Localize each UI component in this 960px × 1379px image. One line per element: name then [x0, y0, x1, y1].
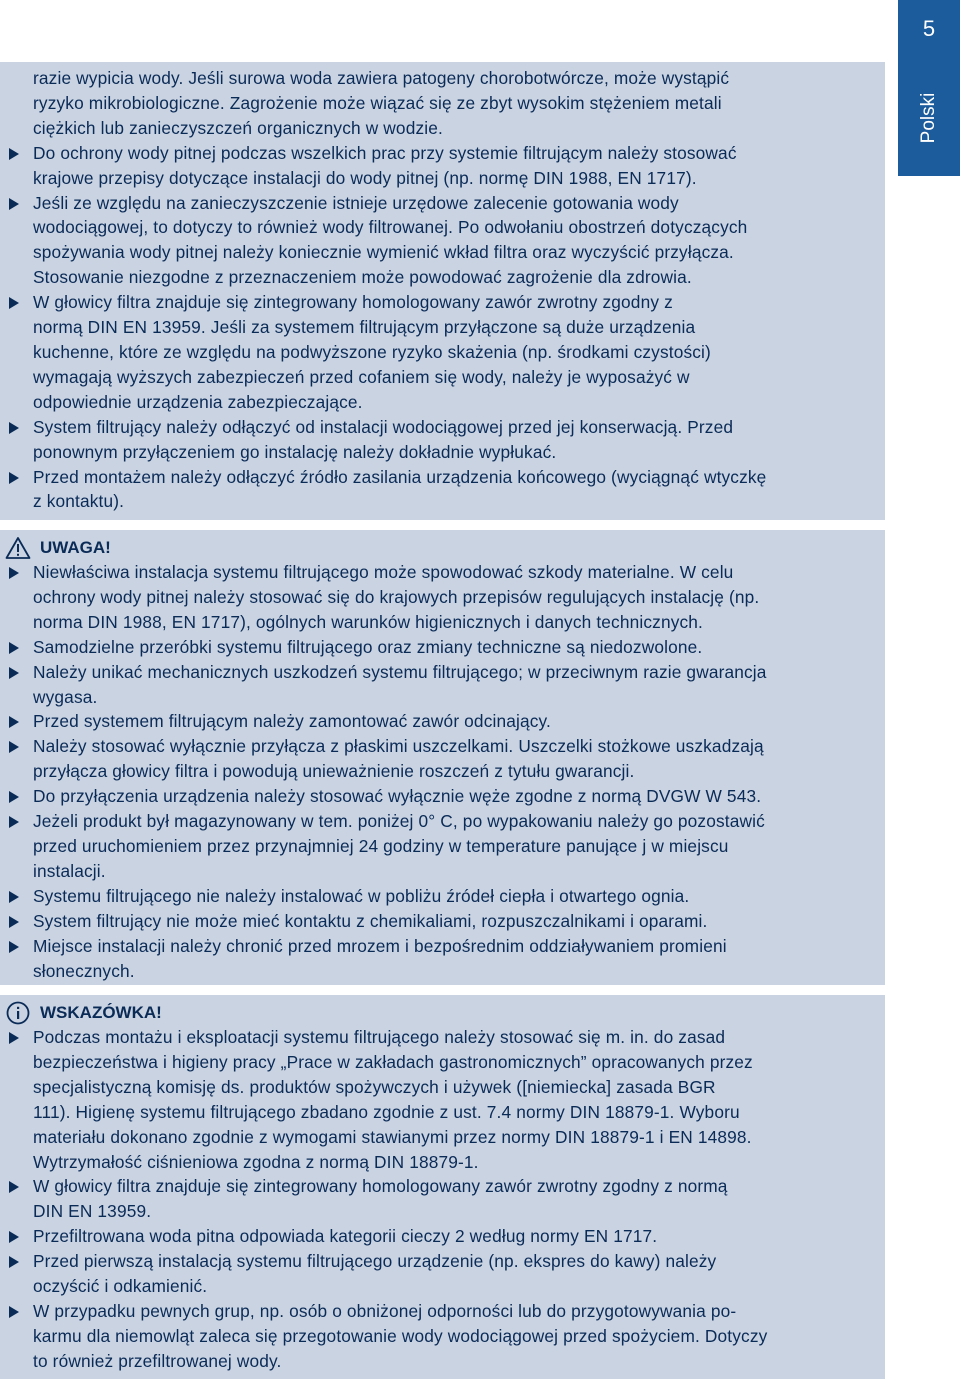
- bullet-item: [33, 1299, 871, 1324]
- text-line: [33, 1349, 871, 1374]
- bullet-arrow-icon: [9, 422, 19, 434]
- text-line: [33, 1075, 871, 1100]
- caution-heading-text: UWAGA!: [40, 538, 111, 557]
- line-text: Miejsce instalacji należy chronić przed mrozem i bezpośrednim oddziaływaniem promieni: [33, 935, 727, 956]
- line-text: materiału dokonano zgodnie z wymogami stawianymi przez normy DIN 18879-1 i EN 14898.: [33, 1126, 752, 1147]
- line-text: Stosowanie niezgodne z przeznaczeniem może powodować zagrożenie dla zdrowia.: [33, 267, 692, 288]
- line-text: bezpieczeństwa i higieny pracy „Prace w zakładach gastronomicznych” opracowanych przez: [33, 1051, 753, 1072]
- bullet-arrow-icon: [9, 1231, 19, 1243]
- text-line: [33, 91, 871, 116]
- line-text: Samodzielne przeróbki systemu filtrującego oraz zmiany techniczne są niedozwolone.: [33, 636, 703, 657]
- line-text: ciężkich lub zanieczyszczeń organicznych w wodzie.: [33, 117, 443, 138]
- text-line: [33, 265, 871, 290]
- text-line: [33, 489, 871, 514]
- note-panel: [0, 995, 885, 1379]
- line-text: Jeśli ze względu na zanieczyszczenie istnieje urzędowe zalecenie gotowania wody: [33, 192, 679, 213]
- text-line: [33, 859, 871, 884]
- text-line: [33, 365, 871, 390]
- text-line: [33, 1324, 871, 1349]
- bullet-item: [33, 884, 871, 909]
- line-text: normą DIN EN 13959. Jeśli za systemem filtrującym przyłączone są duże urządzenia: [33, 317, 696, 338]
- bullet-item: [33, 934, 871, 959]
- line-text: instalacji.: [33, 860, 106, 881]
- bullet-item: [33, 734, 871, 759]
- bullet-item: [33, 1025, 871, 1050]
- bullet-item: [33, 709, 871, 734]
- line-text: to również przefiltrowanej wody.: [33, 1350, 282, 1371]
- line-text: 111). Higienę systemu filtrującego zbadano zgodnie z ust. 7.4 normy DIN 18879-1. Wyboru: [33, 1101, 740, 1122]
- line-text: wodociągowej, to dotyczy to również wody filtrowanej. Po odwołaniu obostrzeń dotyczących: [33, 217, 748, 238]
- bullet-arrow-icon: [9, 148, 19, 160]
- bullet-arrow-icon: [9, 716, 19, 728]
- line-text: Podczas montażu i eksploatacji systemu filtrującego należy stosować się m. in. do zasad: [33, 1027, 726, 1047]
- bullet-item: [33, 1174, 871, 1199]
- caution-panel: [0, 530, 885, 985]
- text-line: [33, 240, 871, 265]
- bullet-item: [33, 660, 871, 685]
- text-line: [33, 315, 871, 340]
- note-heading: [5, 1000, 871, 1025]
- bullet-arrow-icon: [9, 791, 19, 803]
- bullet-item: [33, 465, 871, 490]
- line-text: krajowe przepisy dotyczące instalacji do wody pitnej (np. normę DIN 1988, EN 1717).: [33, 167, 697, 188]
- language-label: Polski: [918, 92, 939, 144]
- bullet-arrow-icon: [9, 567, 19, 579]
- line-text: W głowicy filtra znajduje się zintegrowany homologowany zawór zwrotny zgodny z normą: [33, 1176, 728, 1197]
- bullet-arrow-icon: [9, 891, 19, 903]
- caution-lines: [33, 560, 871, 983]
- bullet-item: [33, 141, 871, 166]
- safety-info-lines: [33, 66, 871, 514]
- line-text: wymagają wyższych zabezpieczeń przed cofaniem się wody, należy je wyposażyć w: [33, 366, 690, 387]
- bullet-arrow-icon: [9, 1256, 19, 1268]
- bullet-arrow-icon: [9, 916, 19, 928]
- line-text: Niewłaściwa instalacja systemu filtrującego może spowodować szkody materialne. W celu: [33, 562, 734, 582]
- text-line: [33, 610, 871, 635]
- text-line: [33, 759, 871, 784]
- bullet-arrow-icon: [9, 642, 19, 654]
- line-text: karmu dla niemowląt zaleca się przegotowanie wody wodociągowej przed spożyciem. Dotyczy: [33, 1325, 768, 1346]
- line-text: kuchenne, które ze względu na podwyższone ryzyko skażenia (np. środkami czystości): [33, 341, 711, 362]
- bullet-arrow-icon: [9, 198, 19, 210]
- line-text: norma DIN 1988, EN 1717), ogólnych warunków higienicznych i danych technicznych.: [33, 611, 703, 632]
- bullet-item: [33, 1249, 871, 1274]
- bullet-arrow-icon: [9, 941, 19, 953]
- line-text: Przefiltrowana woda pitna odpowiada kategorii cieczy 2 według normy EN 1717.: [33, 1226, 658, 1247]
- text-line: [33, 116, 871, 141]
- text-line: [33, 340, 871, 365]
- warning-triangle-icon: [5, 536, 31, 560]
- bullet-item: [33, 784, 871, 809]
- note-heading-text: WSKAZÓWKA!: [40, 1003, 162, 1022]
- line-text: W przypadku pewnych grup, np. osób o obniżonej odporności lub do przygotowywania po-: [33, 1300, 737, 1321]
- line-text: Systemu filtrującego nie należy instalować w pobliżu źródeł ciepła i otwartego ognia.: [33, 885, 690, 906]
- bullet-item: [33, 635, 871, 660]
- line-text: specjalistyczną komisję ds. produktów spożywczych i używek ([niemiecka] zasada BGR: [33, 1076, 716, 1097]
- text-line: [33, 1100, 871, 1125]
- line-text: Wytrzymałość ciśnieniowa zgodna z normą DIN 18879-1.: [33, 1151, 479, 1172]
- text-line: [33, 1199, 871, 1224]
- page-number: 5: [922, 16, 936, 41]
- bullet-item: [33, 290, 871, 315]
- line-text: Przed pierwszą instalacją systemu filtrującego urządzenie (np. ekspres do kawy) należy: [33, 1251, 717, 1272]
- text-line: [33, 1125, 871, 1150]
- line-text: słonecznych.: [33, 960, 135, 981]
- bullet-arrow-icon: [9, 741, 19, 753]
- line-text: Należy unikać mechanicznych uszkodzeń systemu filtrującego; w przeciwnym razie gwarancja: [33, 661, 767, 682]
- bullet-item: [33, 909, 871, 934]
- line-text: Do ochrony wody pitnej podczas wszelkich prac przy systemie filtrującym należy stosować: [33, 142, 737, 163]
- note-lines: [33, 1025, 871, 1374]
- line-text: Przed montażem należy odłączyć źródło zasilania urządzenia końcowego (wyciągnąć wtyczkę: [33, 466, 767, 487]
- bullet-arrow-icon: [9, 1306, 19, 1318]
- bullet-item: [33, 560, 871, 585]
- line-text: ponownym przyłączeniem go instalację należy dokładnie wypłukać.: [33, 441, 557, 462]
- line-text: przyłącza głowicy filtra i powodują unieważnienie roszczeń z tytułu gwarancji.: [33, 761, 635, 782]
- bullet-item: [33, 415, 871, 440]
- line-text: Przed systemem filtrującym należy zamontować zawór odcinający.: [33, 711, 551, 732]
- line-text: DIN EN 13959.: [33, 1201, 152, 1222]
- line-text: oczyścić i odkamienić.: [33, 1276, 208, 1297]
- safety-info-panel: [0, 62, 885, 520]
- text-line: [33, 66, 871, 91]
- bullet-item: [33, 191, 871, 216]
- text-line: [33, 1274, 871, 1299]
- line-text: z kontaktu).: [33, 491, 125, 512]
- bullet-arrow-icon: [9, 1032, 19, 1044]
- bullet-arrow-icon: [9, 667, 19, 679]
- line-text: wygasa.: [33, 686, 98, 707]
- line-text: ochrony wody pitnej należy stosować się do krajowych przepisów regulujących instalację (np.: [33, 586, 760, 607]
- text-line: [33, 834, 871, 859]
- text-line: [33, 390, 871, 415]
- caution-heading: [5, 535, 871, 560]
- line-text: System filtrujący nie może mieć kontaktu z chemikaliami, rozpuszczalnikami i oparami.: [33, 910, 708, 931]
- line-text: razie wypicia wody. Jeśli surowa woda zawiera patogeny chorobotwórcze, może wystąpić: [33, 68, 730, 88]
- line-text: System filtrujący należy odłączyć od instalacji wodociągowej przed jej konserwacją. Przed: [33, 416, 734, 437]
- line-text: odpowiednie urządzenia zabezpieczające.: [33, 391, 363, 412]
- line-text: Do przyłączenia urządzenia należy stosować wyłącznie węże zgodne z normą DVGW W 543.: [33, 786, 762, 807]
- bullet-arrow-icon: [9, 1181, 19, 1193]
- text-line: [33, 166, 871, 191]
- text-line: [33, 585, 871, 610]
- line-text: Jeżeli produkt był magazynowany w tem. poniżej 0° C, po wypakowaniu należy go pozostawić: [33, 811, 765, 832]
- bullet-item: [33, 809, 871, 834]
- line-text: W głowicy filtra znajduje się zintegrowany homologowany zawór zwrotny zgodny z: [33, 292, 673, 313]
- text-line: [33, 440, 871, 465]
- bullet-item: [33, 1224, 871, 1249]
- line-text: spożywania wody pitnej należy koniecznie wymienić wkład filtra oraz wyczyścić przyłącza.: [33, 242, 734, 263]
- line-text: ryzyko mikrobiologiczne. Zagrożenie może wiązać się ze zbyt wysokim stężeniem metali: [33, 92, 722, 113]
- bullet-arrow-icon: [9, 816, 19, 828]
- bullet-arrow-icon: [9, 472, 19, 484]
- bullet-arrow-icon: [9, 297, 19, 309]
- text-line: [33, 1050, 871, 1075]
- text-line: [33, 1150, 871, 1175]
- line-text: Należy stosować wyłącznie przyłącza z płaskimi uszczelkami. Uszczelki stożkowe uszkadzają: [33, 736, 764, 757]
- text-line: [33, 959, 871, 984]
- text-line: [33, 215, 871, 240]
- info-circle-icon: [5, 1001, 31, 1025]
- line-text: przed uruchomieniem przez przynajmniej 24 godziny w temperature panujące j w miejscu: [33, 835, 729, 856]
- page-number-tab: [898, 0, 960, 176]
- text-line: [33, 685, 871, 710]
